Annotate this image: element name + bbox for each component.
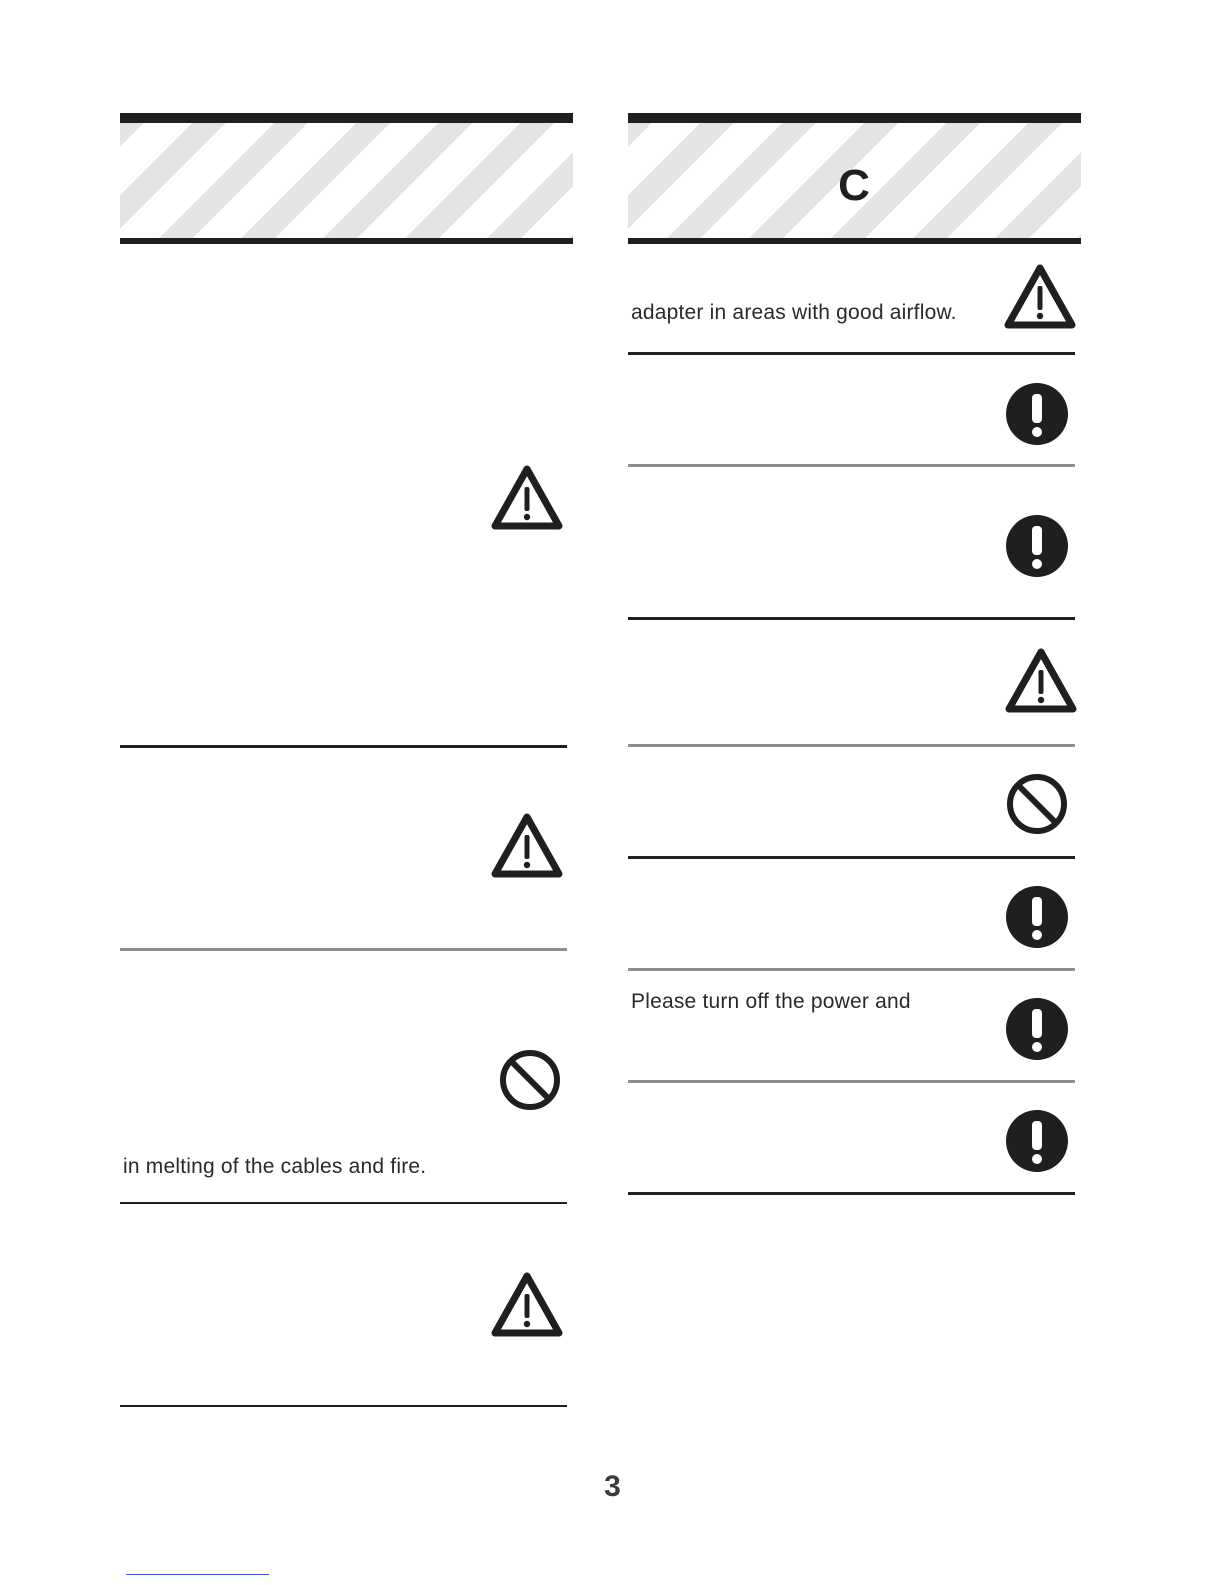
right-section-banner	[628, 113, 1081, 244]
item-divider	[120, 1405, 567, 1407]
prohibited-circle-icon	[1005, 772, 1069, 836]
banner-top-bar	[120, 113, 573, 123]
mandatory-exclamation-icon	[1005, 1109, 1069, 1173]
item-divider	[628, 1080, 1075, 1083]
banner-bottom-bar	[120, 238, 573, 244]
item-divider	[120, 1202, 567, 1204]
item-divider	[120, 745, 567, 748]
prohibited-circle-icon	[498, 1048, 562, 1112]
footer-underline	[126, 1574, 269, 1575]
item-divider	[628, 352, 1075, 355]
warning-triangle-icon	[491, 813, 563, 879]
right-banner-title: C	[838, 161, 871, 210]
left-section-banner	[120, 113, 573, 244]
mandatory-exclamation-icon	[1005, 514, 1069, 578]
banner-bottom-bar	[628, 238, 1081, 244]
item-divider	[628, 968, 1075, 971]
left-item-3-text: in melting of the cables and fire.	[123, 1155, 427, 1178]
item-divider	[628, 1192, 1075, 1195]
page-number: 3	[604, 1470, 621, 1503]
warning-triangle-icon	[1005, 648, 1077, 714]
item-divider	[628, 617, 1075, 620]
warning-triangle-icon	[1004, 264, 1076, 330]
item-divider	[628, 744, 1075, 747]
mandatory-exclamation-icon	[1005, 382, 1069, 446]
mandatory-exclamation-icon	[1005, 885, 1069, 949]
warning-triangle-icon	[491, 465, 563, 531]
item-divider	[120, 948, 567, 951]
item-divider	[628, 464, 1075, 467]
banner-top-bar	[628, 113, 1081, 123]
right-item-1-text: adapter in areas with good airflow.	[631, 301, 957, 324]
item-divider	[628, 856, 1075, 859]
mandatory-exclamation-icon	[1005, 997, 1069, 1061]
right-item-7-text: Please turn off the power and	[631, 990, 911, 1013]
warning-triangle-icon	[491, 1272, 563, 1338]
